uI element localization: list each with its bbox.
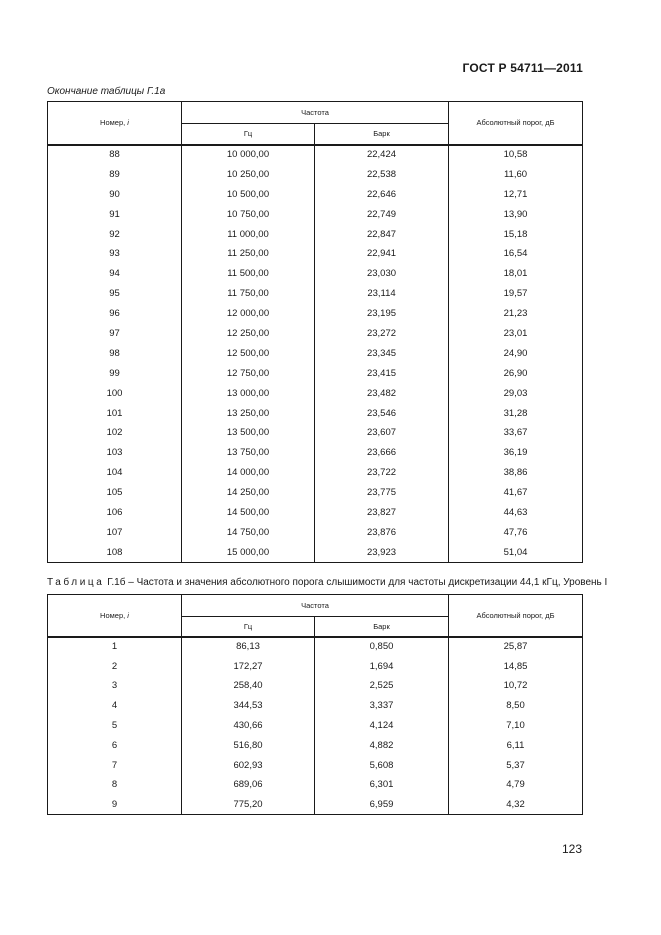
- table-row: [48, 383, 583, 403]
- table-row: [48, 204, 583, 224]
- cell-number: 99: [48, 363, 182, 383]
- cell-bark: 4,124: [315, 716, 449, 736]
- cell-threshold: 25,87: [449, 637, 583, 657]
- cell-hz: 775,20: [182, 795, 315, 815]
- table-row: [48, 284, 583, 304]
- cell-hz: 258,40: [182, 676, 315, 696]
- table-row: [48, 304, 583, 324]
- cell-bark: 22,749: [315, 204, 449, 224]
- cell-hz: 10 000,00: [182, 145, 315, 165]
- cell-threshold: 13,90: [449, 204, 583, 224]
- table-row: [48, 244, 583, 264]
- header-threshold: Абсолютный порог, дБ: [449, 102, 583, 145]
- cell-number: 105: [48, 483, 182, 503]
- cell-hz: 14 500,00: [182, 503, 315, 523]
- cell-hz: 602,93: [182, 755, 315, 775]
- cell-bark: 23,923: [315, 542, 449, 562]
- table-row: [48, 343, 583, 363]
- cell-bark: 6,959: [315, 795, 449, 815]
- cell-number: 108: [48, 542, 182, 562]
- cell-number: 5: [48, 716, 182, 736]
- cell-hz: 10 500,00: [182, 184, 315, 204]
- cell-hz: 13 250,00: [182, 403, 315, 423]
- cell-threshold: 23,01: [449, 324, 583, 344]
- table-row: [48, 503, 583, 523]
- table-row: [48, 403, 583, 423]
- cell-bark: 23,722: [315, 463, 449, 483]
- cell-threshold: 33,67: [449, 423, 583, 443]
- cell-number: 1: [48, 637, 182, 657]
- cell-hz: 15 000,00: [182, 542, 315, 562]
- table-row: [48, 423, 583, 443]
- table-row: [48, 542, 583, 562]
- cell-threshold: 24,90: [449, 343, 583, 363]
- table-row: [48, 463, 583, 483]
- cell-hz: 13 500,00: [182, 423, 315, 443]
- cell-bark: 23,775: [315, 483, 449, 503]
- table-row: [48, 656, 583, 676]
- cell-number: 89: [48, 164, 182, 184]
- cell-number: 92: [48, 224, 182, 244]
- cell-number: 4: [48, 696, 182, 716]
- cell-hz: 13 000,00: [182, 383, 315, 403]
- cell-bark: 23,345: [315, 343, 449, 363]
- cell-bark: 23,114: [315, 284, 449, 304]
- cell-threshold: 26,90: [449, 363, 583, 383]
- cell-threshold: 14,85: [449, 656, 583, 676]
- cell-bark: 22,646: [315, 184, 449, 204]
- cell-bark: 22,847: [315, 224, 449, 244]
- cell-number: 102: [48, 423, 182, 443]
- cell-number: 90: [48, 184, 182, 204]
- cell-bark: 23,827: [315, 503, 449, 523]
- table-row: [48, 363, 583, 383]
- cell-threshold: 10,72: [449, 676, 583, 696]
- cell-number: 104: [48, 463, 182, 483]
- cell-threshold: 51,04: [449, 542, 583, 562]
- cell-threshold: 31,28: [449, 403, 583, 423]
- cell-number: 106: [48, 503, 182, 523]
- table-row: [48, 145, 583, 165]
- table-row: [48, 184, 583, 204]
- cell-bark: 22,538: [315, 164, 449, 184]
- cell-threshold: 4,79: [449, 775, 583, 795]
- cell-threshold: 18,01: [449, 264, 583, 284]
- cell-bark: 1,694: [315, 656, 449, 676]
- header-threshold: Абсолютный порог, дБ: [449, 595, 583, 637]
- cell-bark: 23,607: [315, 423, 449, 443]
- cell-number: 94: [48, 264, 182, 284]
- header-frequency: Частота: [182, 595, 449, 617]
- cell-threshold: 47,76: [449, 522, 583, 542]
- cell-bark: 23,030: [315, 264, 449, 284]
- cell-hz: 516,80: [182, 735, 315, 755]
- cell-threshold: 29,03: [449, 383, 583, 403]
- table-row: [48, 483, 583, 503]
- cell-number: 98: [48, 343, 182, 363]
- cell-threshold: 12,71: [449, 184, 583, 204]
- cell-bark: 22,941: [315, 244, 449, 264]
- cell-hz: 14 250,00: [182, 483, 315, 503]
- table1-body: [48, 145, 583, 563]
- cell-hz: 430,66: [182, 716, 315, 736]
- cell-bark: 23,546: [315, 403, 449, 423]
- cell-hz: 11 750,00: [182, 284, 315, 304]
- cell-number: 9: [48, 795, 182, 815]
- cell-hz: 12 500,00: [182, 343, 315, 363]
- header-number: Номер, i: [48, 595, 182, 637]
- cell-bark: 6,301: [315, 775, 449, 795]
- table2-body: [48, 637, 583, 815]
- cell-number: 91: [48, 204, 182, 224]
- cell-threshold: 19,57: [449, 284, 583, 304]
- cell-hz: 344,53: [182, 696, 315, 716]
- cell-number: 101: [48, 403, 182, 423]
- cell-hz: 10 250,00: [182, 164, 315, 184]
- cell-threshold: 7,10: [449, 716, 583, 736]
- cell-hz: 14 750,00: [182, 522, 315, 542]
- cell-bark: 0,850: [315, 637, 449, 657]
- cell-number: 107: [48, 522, 182, 542]
- table-row: [48, 164, 583, 184]
- cell-bark: 23,876: [315, 522, 449, 542]
- table-row: [48, 224, 583, 244]
- cell-threshold: 8,50: [449, 696, 583, 716]
- cell-threshold: 16,54: [449, 244, 583, 264]
- table-row: [48, 324, 583, 344]
- cell-hz: 11 000,00: [182, 224, 315, 244]
- cell-threshold: 38,86: [449, 463, 583, 483]
- cell-number: 95: [48, 284, 182, 304]
- table-row: [48, 443, 583, 463]
- table-row: [48, 755, 583, 775]
- cell-bark: 5,608: [315, 755, 449, 775]
- table-row: [48, 522, 583, 542]
- cell-bark: 23,272: [315, 324, 449, 344]
- cell-threshold: 4,32: [449, 795, 583, 815]
- cell-hz: 12 750,00: [182, 363, 315, 383]
- threshold-table-1a: [47, 101, 583, 563]
- cell-bark: 23,415: [315, 363, 449, 383]
- table-row: [48, 735, 583, 755]
- cell-number: 88: [48, 145, 182, 165]
- table-row: [48, 264, 583, 284]
- cell-hz: 13 750,00: [182, 443, 315, 463]
- table-row: [48, 637, 583, 657]
- cell-bark: 23,482: [315, 383, 449, 403]
- cell-hz: 14 000,00: [182, 463, 315, 483]
- cell-threshold: 41,67: [449, 483, 583, 503]
- cell-hz: 12 000,00: [182, 304, 315, 324]
- table1-caption: Окончание таблицы Г.1а: [47, 86, 166, 97]
- cell-hz: 11 500,00: [182, 264, 315, 284]
- cell-hz: 12 250,00: [182, 324, 315, 344]
- cell-number: 6: [48, 735, 182, 755]
- table-row: [48, 795, 583, 815]
- header-hz: Гц: [182, 617, 315, 637]
- cell-number: 96: [48, 304, 182, 324]
- document-code: ГОСТ Р 54711—2011: [462, 61, 583, 75]
- table-row: [48, 696, 583, 716]
- header-number: Номер, i: [48, 102, 182, 145]
- cell-number: 2: [48, 656, 182, 676]
- cell-number: 93: [48, 244, 182, 264]
- table-row: [48, 676, 583, 696]
- header-bark: Барк: [315, 124, 449, 145]
- cell-threshold: 6,11: [449, 735, 583, 755]
- cell-bark: 4,882: [315, 735, 449, 755]
- page-number: 123: [561, 842, 582, 856]
- cell-bark: 23,195: [315, 304, 449, 324]
- cell-hz: 689,06: [182, 775, 315, 795]
- cell-threshold: 15,18: [449, 224, 583, 244]
- table-row: [48, 775, 583, 795]
- cell-hz: 172,27: [182, 656, 315, 676]
- cell-bark: 2,525: [315, 676, 449, 696]
- cell-bark: 3,337: [315, 696, 449, 716]
- header-frequency: Частота: [182, 102, 449, 124]
- cell-threshold: 36,19: [449, 443, 583, 463]
- cell-hz: 86,13: [182, 637, 315, 657]
- header-hz: Гц: [182, 124, 315, 145]
- table2-caption: Таблица Г.1б – Частота и значения абсолютного порога слышимости для частоты дискретизации 44,1 кГц, Уровень I: [47, 577, 608, 588]
- threshold-table-1b: [47, 594, 583, 815]
- cell-threshold: 21,23: [449, 304, 583, 324]
- cell-hz: 10 750,00: [182, 204, 315, 224]
- header-bark: Барк: [315, 617, 449, 637]
- cell-threshold: 10,58: [449, 145, 583, 165]
- cell-number: 103: [48, 443, 182, 463]
- cell-number: 100: [48, 383, 182, 403]
- cell-number: 97: [48, 324, 182, 344]
- cell-hz: 11 250,00: [182, 244, 315, 264]
- cell-threshold: 11,60: [449, 164, 583, 184]
- cell-threshold: 44,63: [449, 503, 583, 523]
- cell-number: 7: [48, 755, 182, 775]
- cell-bark: 22,424: [315, 145, 449, 165]
- cell-number: 8: [48, 775, 182, 795]
- cell-threshold: 5,37: [449, 755, 583, 775]
- cell-bark: 23,666: [315, 443, 449, 463]
- cell-number: 3: [48, 676, 182, 696]
- table-row: [48, 716, 583, 736]
